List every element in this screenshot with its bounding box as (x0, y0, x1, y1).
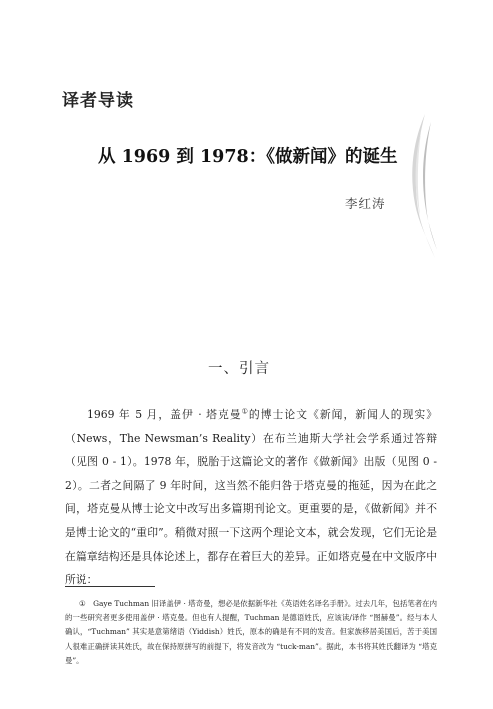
decorative-swash-icon (405, 112, 439, 260)
author-name: 李红涛 (345, 196, 386, 211)
footnote-reference[interactable]: ① (241, 407, 249, 416)
body-paragraph (65, 403, 437, 592)
footnote-text: ① Gaye Tuchman 旧译盖伊 · 塔奇曼，想必是依据新华社《英语姓名译名手册》。过去几年，包括笔者在内的一些研究者更多使用盖伊 · 塔克曼。但也有人提醒，Tuchman 是德语姓氏，应该读/译作 “图赫曼”。经与本人确认，“Tuchman” 其实是意第绪语（Yiddish）姓氏，原本的确是有不同的发音。但家族移居美国后，苦于美国人很难正确拼读其姓氏，故在保持原拼写的前提下，将发音改为 “tuck-man”。据此，本书将其姓氏翻译为 “塔克曼”。 (65, 599, 437, 665)
chapter-title: 从 1969 到 1978：《做新闻》的诞生 (98, 147, 398, 167)
paragraph-text-rest: 的博士论文《新闻，新闻人的现实》（News，The Newsman’s Reality）在布兰迪斯大学社会学系通过答辩（见图 0 - 1）。1978 年，脱胎于这篇论文的著作《做新闻》出版（见图 0 - 2）。二者之间隔了 9 年时间，这当然不能归咎于塔克曼的拖延，因为在此之间，塔克曼从博士论文中改写出多篇期刊论文。更重要的是，《做新闻》并不是博士论文的“重印”。稍微对照一下这两个理论文本，就会发现，它们无论是在篇章结构还是具体论述上，都存在着巨大的差异。正如塔克曼在中文版序中所说： (65, 408, 438, 587)
footnote-divider (65, 586, 155, 587)
footnote (65, 597, 437, 668)
paragraph-text-start: 1969 年 5 月，盖伊 · 塔克曼 (87, 408, 242, 421)
section-heading: 一、引言 (208, 361, 270, 377)
section-label: 译者导读 (62, 91, 134, 111)
